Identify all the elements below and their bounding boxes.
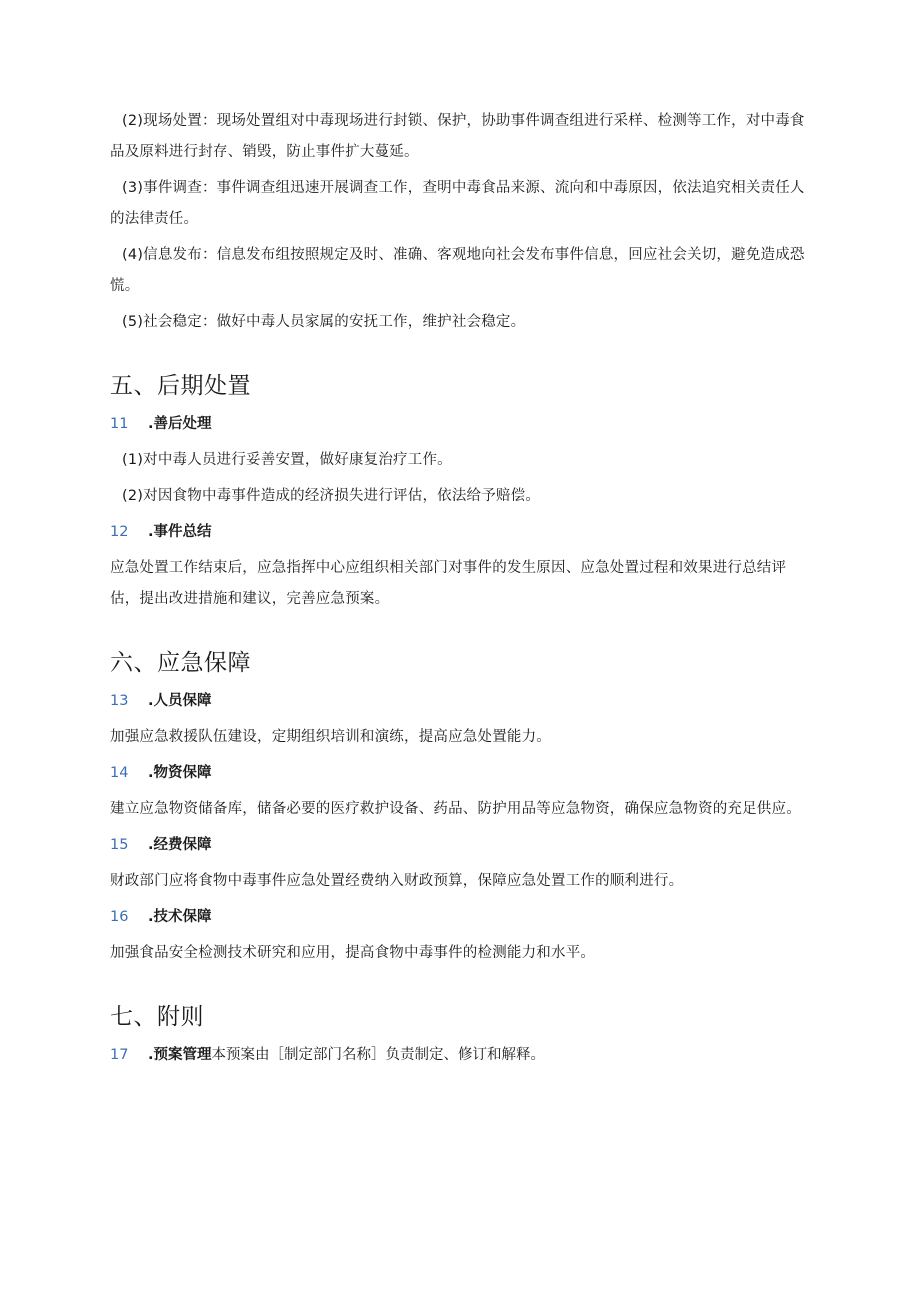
subheading-number: 12 (110, 524, 129, 540)
plan-management-text: 本预案由［制定部门名称］负责制定、修订和解释。 (211, 1047, 546, 1063)
document-page (110, 106, 810, 1076)
subheading-title: .善后处理 (148, 416, 212, 432)
paragraph-aftercare-2: (2)对因食物中毒事件造成的经济损失进行评估，依法给予赔偿。 (122, 488, 541, 504)
section-heading-support: 六、应急保障 (110, 650, 251, 676)
paragraph-personnel: 加强应急救援队伍建设，定期组织培训和演练，提高应急处置能力。 (110, 729, 551, 745)
subheading-technical (110, 902, 810, 933)
subheading-summary (110, 517, 810, 548)
subheading-title: .技术保障 (148, 909, 212, 925)
paragraph-materials: 建立应急物资储备库，储备必要的医疗救护设备、药品、防护用品等应急物资，确保应急物资的充足供应。 (110, 801, 801, 817)
paragraph-summary: 应急处置工作结束后，应急指挥中心应组织相关部门对事件的发生原因、应急处置过程和效果进行总结评估，提出改进措施和建议，完善应急预案。 (110, 560, 787, 607)
paragraph-technical: 加强食品安全检测技术研究和应用，提高食物中毒事件的检测能力和水平。 (110, 945, 596, 961)
paragraph-aftercare-1: (1)对中毒人员进行妥善安置，做好康复治疗工作。 (122, 452, 452, 468)
paragraph-info-release: (4)信息发布：信息发布组按照规定及时、准确、客观地向社会发布事件信息，回应社会关切，避免造成恐慌。 (110, 247, 805, 294)
subheading-aftercare (110, 409, 810, 440)
paragraph-funding: 财政部门应将食物中毒事件应急处置经费纳入财政预算，保障应急处置工作的顺利进行。 (110, 873, 684, 889)
subheading-number: 11 (110, 416, 129, 432)
subheading-number: 14 (110, 765, 129, 781)
subheading-title: .经费保障 (148, 837, 212, 853)
subheading-number: 17 (110, 1047, 129, 1063)
paragraph-site-handling: (2)现场处置：现场处置组对中毒现场进行封锁、保护，协助事件调查组进行采样、检测等工作，对中毒食品及原料进行封存、销毁，防止事件扩大蔓延。 (110, 113, 805, 160)
subheading-funding (110, 830, 810, 861)
subheading-plan-management (110, 1040, 810, 1071)
subheading-title: .事件总结 (148, 524, 212, 540)
subheading-title: .物资保障 (148, 765, 212, 781)
subheading-number: 15 (110, 837, 129, 853)
paragraph-social-stability: (5)社会稳定：做好中毒人员家属的安抚工作，维护社会稳定。 (122, 314, 526, 330)
section-heading-supplementary: 七、附则 (110, 1004, 204, 1030)
subheading-title: .预案管理 (148, 1047, 212, 1063)
paragraph-investigation: (3)事件调查：事件调查组迅速开展调查工作，查明中毒食品来源、流向和中毒原因，依法追究相关责任人的法律责任。 (110, 180, 805, 227)
subheading-number: 16 (110, 909, 129, 925)
subheading-title: .人员保障 (148, 693, 212, 709)
subheading-number: 13 (110, 693, 129, 709)
subheading-materials (110, 758, 810, 789)
subheading-personnel (110, 686, 810, 717)
section-heading-aftermath: 五、后期处置 (110, 373, 251, 399)
